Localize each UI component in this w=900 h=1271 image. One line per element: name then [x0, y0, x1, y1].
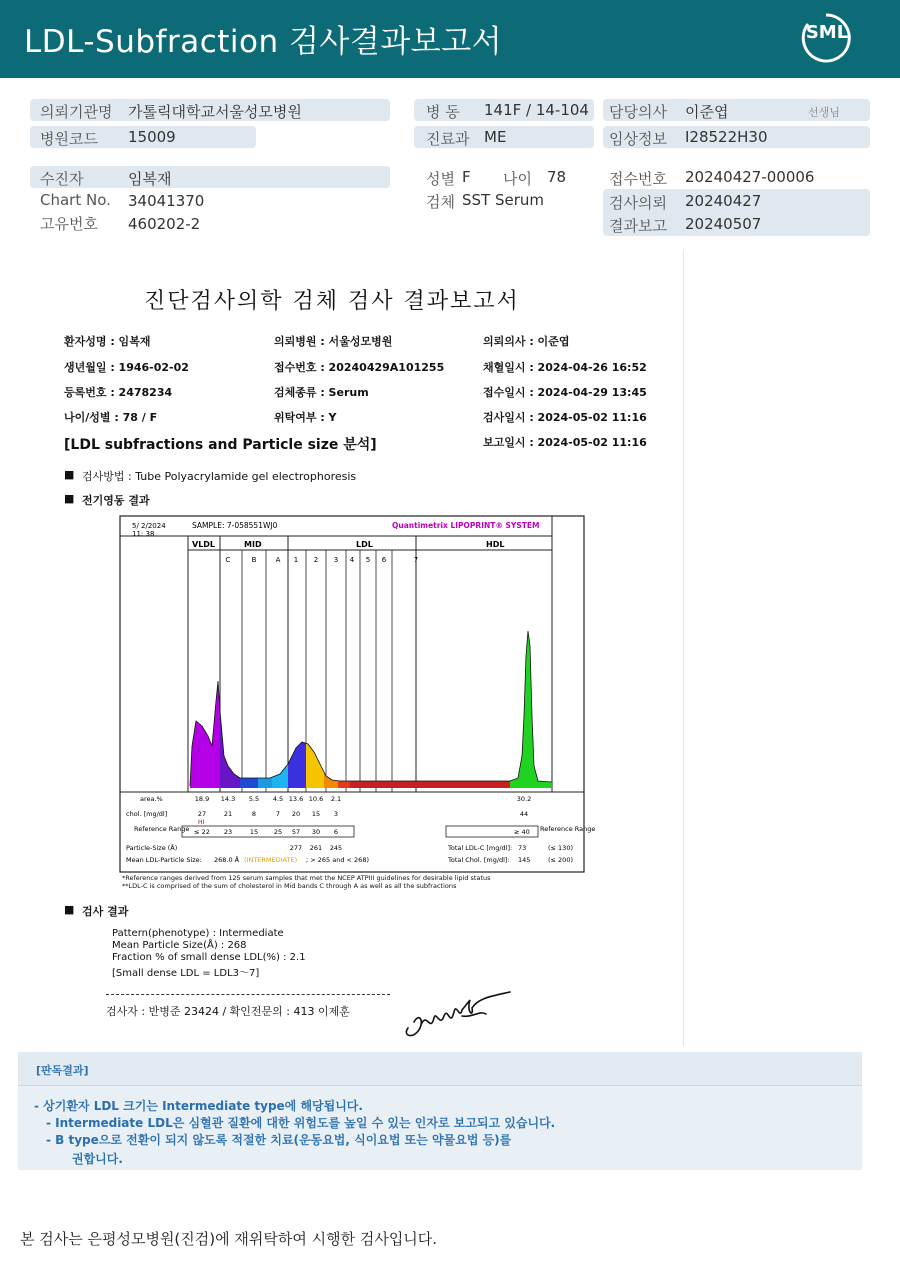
institution-value: 가톨릭대학교서울성모병원	[128, 103, 302, 121]
group-label: LDL	[356, 540, 373, 549]
clinical-value: I28522H30	[685, 128, 768, 146]
group-label: HDL	[486, 540, 505, 549]
ref-value: 23	[223, 828, 233, 836]
bullet-icon: ■	[64, 492, 75, 505]
report-field: 접수번호 : 20240429A101255	[274, 361, 445, 374]
area-value: 18.9	[194, 795, 210, 803]
ref-label: Reference Range	[134, 825, 190, 833]
sex-value: F	[462, 168, 471, 186]
ref-value: ≤ 22	[194, 828, 210, 836]
ref-right-label: Reference Range	[540, 825, 596, 833]
report-field: 환자성명 : 임복재	[64, 335, 151, 348]
specimen-value: SST Serum	[462, 191, 545, 209]
total-ldl-ref: (≤ 130)	[548, 844, 573, 852]
group-label: VLDL	[192, 540, 216, 549]
ward-value: 141F / 14-104	[484, 101, 589, 119]
report-field: 등록번호 : 2478234	[64, 386, 173, 399]
patient-value: 임복재	[128, 170, 172, 188]
mean-label: Mean LDL-Particle Size:	[126, 856, 202, 864]
footer-note: 본 검사는 은평성모병원(진검)에 재위탁하여 시행한 검사입니다.	[20, 1230, 438, 1248]
mean-type: (INTERMEDIATE)	[244, 856, 298, 864]
total-chol-value: 145	[518, 856, 531, 864]
hospital-code-label: 병원코드	[40, 130, 98, 148]
chol-value: 21	[223, 810, 233, 818]
report-field: 나이/성별 : 78 / F	[64, 411, 158, 424]
area-value: 14.3	[220, 795, 236, 803]
band-label: 6	[381, 556, 387, 564]
specimen-label: 검체	[426, 193, 455, 211]
report-title: 진단검사의학 검체 검사 결과보고서	[144, 289, 520, 314]
clinical-label: 임상정보	[609, 130, 667, 148]
area-value: 30.2	[516, 795, 532, 803]
page-title: LDL-Subfraction 검사결과보고서	[24, 24, 503, 60]
report-field: 채혈일시 : 2024-04-26 16:52	[483, 361, 647, 374]
report-field: 위탁여부 : Y	[274, 411, 337, 424]
header-bar	[0, 0, 900, 78]
chart-brand: Quantimetrix LIPOPRINT® SYSTEM	[392, 521, 540, 530]
logo-text: SML	[805, 22, 849, 43]
signature-icon	[400, 988, 516, 1044]
result-line: Pattern(phenotype) : Intermediate	[112, 928, 284, 939]
result-date-value: 20240507	[685, 215, 762, 233]
judgement-header	[18, 1052, 862, 1086]
chol-value: 7	[275, 810, 281, 818]
mean-value: 268.0 Å	[214, 856, 240, 864]
mean-range: ; > 265 and < 268)	[306, 856, 369, 864]
chol-value: 44	[519, 810, 529, 818]
band-label: 5	[365, 556, 371, 564]
chart-no-label: Chart No.	[40, 191, 111, 209]
uid-label: 고유번호	[40, 215, 98, 233]
band-label: 4	[349, 556, 355, 564]
report-field: 검체종류 : Serum	[274, 386, 369, 399]
band-label: 7	[413, 556, 419, 564]
judgement-line: - 상기환자 LDL 크기는 Intermediate type에 해당됩니다.	[34, 1099, 363, 1113]
total-chol-ref: (≤ 200)	[548, 856, 573, 864]
total-chol-label: Total Chol. [mg/dl]:	[448, 856, 510, 864]
chol-value: 27	[197, 810, 207, 818]
result-line: Mean Particle Size(Å) : 268	[112, 940, 247, 951]
band-label: 1	[293, 556, 299, 564]
patient-label: 수진자	[40, 170, 84, 188]
receipt-value: 20240427-00006	[685, 168, 815, 186]
judgement-line: - Intermediate LDL은 심혈관 질환에 대한 위험도를 높일 수 있는 인자로 보고되고 있습니다.	[46, 1116, 556, 1130]
ref-value: 25	[273, 828, 283, 836]
request-value: 20240427	[685, 192, 762, 210]
bullet-icon: ■	[64, 468, 75, 481]
result-date-label: 결과보고	[609, 217, 667, 235]
ref-value: 30	[311, 828, 321, 836]
total-ldl-label: Total LDL-C [mg/dl]:	[448, 844, 513, 852]
band-label: B	[251, 556, 257, 564]
doctor-label: 담당의사	[609, 103, 667, 121]
ref-value: 57	[291, 828, 301, 836]
area-value: 10.6	[308, 795, 324, 803]
doctor-suffix: 선생님	[808, 106, 840, 119]
chart-sample: SAMPLE: 7-058551WJ0	[192, 521, 278, 530]
bullet-icon: ■	[64, 903, 75, 916]
area-value: 2.1	[330, 795, 342, 803]
chol-value: 20	[291, 810, 301, 818]
band-label: 2	[313, 556, 319, 564]
sex-label: 성별	[426, 170, 455, 188]
method-text: 검사방법 : Tube Polyacrylamide gel electrophoresis	[82, 470, 357, 483]
result-line: Fraction % of small dense LDL(%) : 2.1	[112, 952, 306, 963]
doctor-value: 이준엽	[685, 103, 729, 121]
electro-heading: 전기영동 결과	[82, 494, 150, 507]
request-label: 검사의뢰	[609, 194, 667, 212]
chart-time: 11: 38	[132, 530, 155, 538]
judgement-title: [판독결과]	[36, 1064, 89, 1077]
section-title: [LDL subfractions and Particle size 분석]	[64, 437, 377, 453]
particle-value: 261	[309, 844, 323, 852]
receipt-label: 접수번호	[609, 170, 667, 188]
department-value: ME	[484, 128, 507, 146]
chart-no-value: 34041370	[128, 192, 205, 210]
age-label: 나이	[503, 170, 532, 188]
area-value: 5.5	[248, 795, 260, 803]
area-value: 13.6	[288, 795, 304, 803]
chol-value: 3	[333, 810, 339, 818]
electrophoresis-chart	[120, 516, 596, 872]
report-field: 검사일시 : 2024-05-02 11:16	[483, 411, 647, 424]
age-value: 78	[547, 168, 567, 186]
report-date: 보고일시 : 2024-05-02 11:16	[483, 436, 647, 449]
chart-date: 5/ 2/2024	[132, 522, 166, 530]
result-heading: 검사 결과	[82, 905, 129, 918]
department-label: 진료과	[426, 130, 470, 148]
particle-value: 245	[329, 844, 343, 852]
report-field: 접수일시 : 2024-04-29 13:45	[483, 386, 647, 399]
band-label: A	[275, 556, 281, 564]
particle-value: 277	[289, 844, 303, 852]
hospital-code-value: 15009	[128, 128, 176, 146]
uid-value: 460202-2	[128, 215, 201, 233]
report-field: 의뢰병원 : 서울성모병원	[274, 335, 393, 348]
judgement-line: 권합니다.	[72, 1152, 123, 1166]
result-line: [Small dense LDL = LDL3～7]	[112, 968, 260, 979]
examiner-line: 검사자 : 반병준 23424 / 확인전문의 : 413 이제훈	[106, 1005, 350, 1018]
particle-label: Particle-Size (Å)	[126, 844, 178, 852]
footnote: **LDL-C is comprised of the sum of cholesterol in Mid bands C through A as well as all the subfractions	[122, 882, 457, 890]
ref-value: 6	[333, 828, 339, 836]
area-label: area.%	[140, 795, 163, 803]
info-pill	[30, 166, 390, 188]
band-label: 3	[333, 556, 339, 564]
judgement-line: - B type으로 전환이 되지 않도록 적절한 치료(운동요법, 식이요법 또는 약물요법 등)를	[46, 1133, 512, 1147]
chol-value: 8	[251, 810, 257, 818]
ref-hdl: ≥ 40	[514, 828, 530, 836]
footnote: *Reference ranges derived from 125 serum samples that met the NCEP ATPIII guidelines for desirable lipid status	[122, 874, 491, 882]
total-ldl-value: 73	[518, 844, 527, 852]
band-label: C	[225, 556, 231, 564]
report-field: 의뢰의사 : 이준엽	[483, 335, 570, 348]
chol-value: 15	[311, 810, 321, 818]
institution-label: 의뢰기관명	[40, 103, 113, 121]
chol-label: chol. [mg/dl]	[126, 810, 168, 818]
ref-value: 15	[249, 828, 259, 836]
divider	[106, 994, 390, 995]
area-value: 4.5	[272, 795, 284, 803]
report-field: 생년월일 : 1946-02-02	[64, 361, 189, 374]
group-label: MID	[244, 540, 262, 549]
chol-flag: HI	[198, 819, 205, 826]
ward-label: 병 동	[426, 103, 460, 121]
